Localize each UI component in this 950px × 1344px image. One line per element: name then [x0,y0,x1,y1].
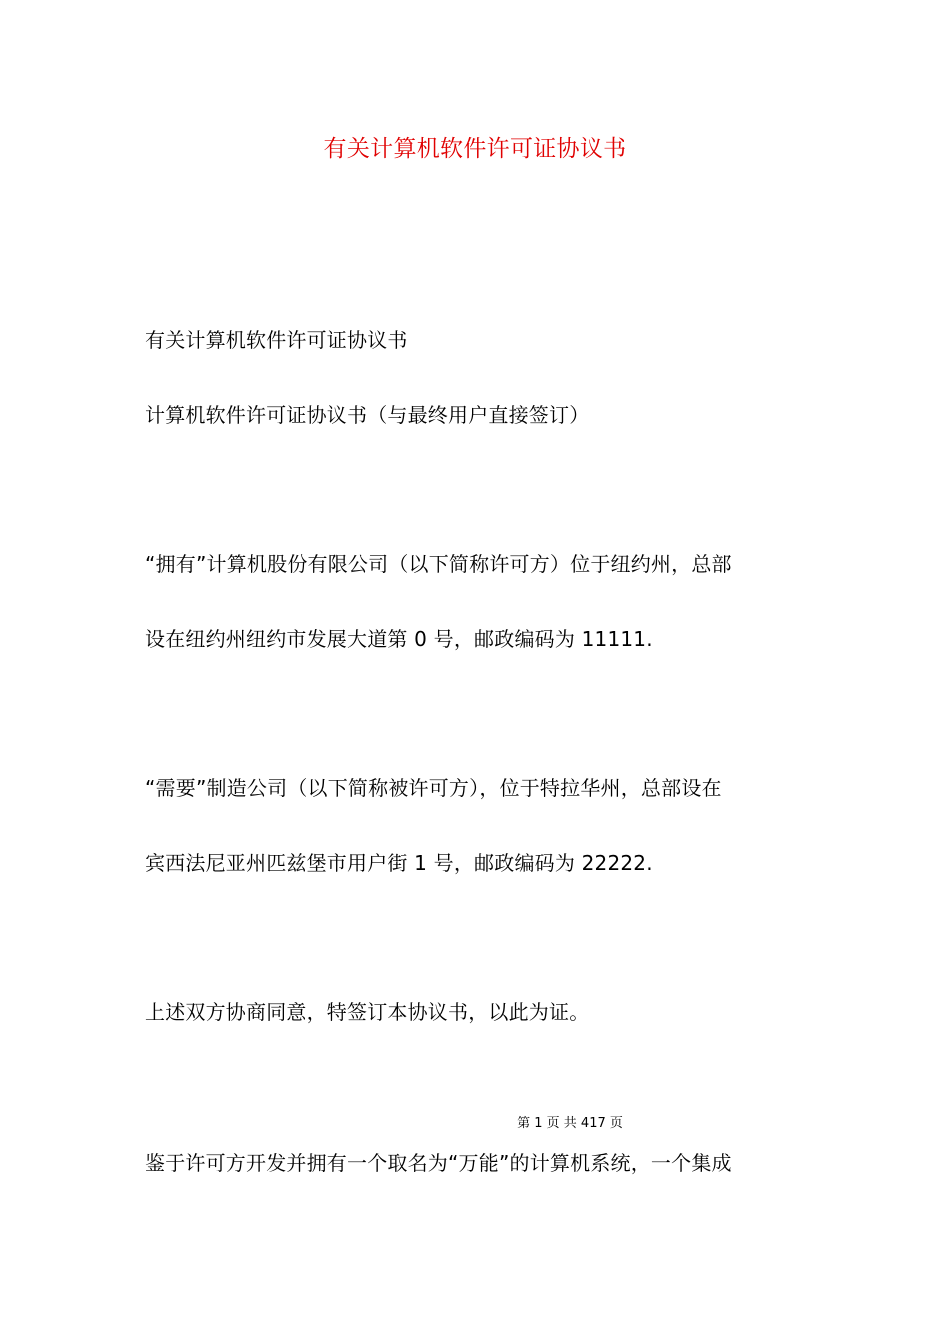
paragraph-licensee-line-2: 宾西法尼亚州匹兹堡市用户街 1 号，邮政编码为 22222. [145,851,653,875]
paragraph-heading: 有关计算机软件许可证协议书 [145,328,408,352]
paragraph-licensor-line-2: 设在纽约州纽约市发展大道第 0 号，邮政编码为 11111. [145,627,653,651]
paragraph-licensee-line-1: “需要”制造公司（以下简称被许可方），位于特拉华州，总部设在 [145,776,722,800]
page-number: 第 1 页 共 417 页 [517,1116,623,1131]
paragraph-agreement: 上述双方协商同意，特签订本协议书，以此为证。 [145,1000,590,1024]
paragraph-subtitle: 计算机软件许可证协议书（与最终用户直接签订） [145,403,590,427]
document-title: 有关计算机软件许可证协议书 [323,136,627,162]
paragraph-whereas: 鉴于许可方开发并拥有一个取名为“万能”的计算机系统，一个集成 [145,1151,732,1175]
paragraph-licensor-line-1: “拥有”计算机股份有限公司（以下简称许可方）位于纽约州，总部 [145,552,732,576]
